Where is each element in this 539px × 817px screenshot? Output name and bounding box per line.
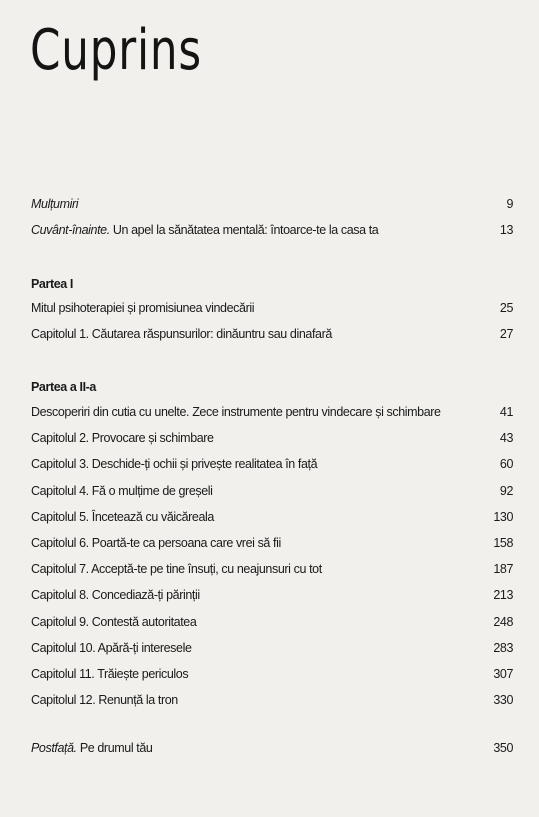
- entry-page-number: 60: [499, 457, 513, 472]
- entry-label: Capitolul 12. Renunță la tron: [31, 693, 178, 708]
- entry-label: Capitolul 5. Încetează cu văicăreala: [31, 509, 214, 524]
- entry-page-number: 43: [499, 431, 513, 446]
- toc-entry[interactable]: [31, 327, 513, 341]
- toc-entry[interactable]: [31, 588, 513, 602]
- part-heading: Partea I: [31, 277, 73, 291]
- entry-label: Capitolul 4. Fă o mulțime de greșeli: [31, 483, 213, 498]
- entry-page-number: 13: [499, 223, 513, 237]
- entry-label: Capitolul 9. Contestă autoritatea: [31, 614, 197, 629]
- entry-page-number: 158: [493, 536, 513, 550]
- entry-page-number: 9: [506, 197, 513, 211]
- toc-entry[interactable]: [31, 457, 513, 471]
- entry-label: Descoperiri din cutia cu unelte. Zece instrumente pentru vindecare și schimbare: [31, 405, 441, 419]
- entry-page-number: 25: [499, 301, 513, 315]
- entry-page-number: 187: [493, 562, 513, 577]
- entry-label: Postfață. Pe drumul tău: [31, 741, 153, 755]
- entry-page-number: 130: [493, 509, 513, 524]
- entry-label: Capitolul 8. Concediază-ți părinții: [31, 588, 200, 603]
- entry-label: Mulțumiri: [31, 197, 79, 211]
- entry-label: Capitolul 2. Provocare și schimbare: [31, 431, 214, 446]
- entry-label: Capitolul 10. Apără-ți interesele: [31, 640, 192, 655]
- entry-page-number: 330: [493, 693, 513, 708]
- toc-entry[interactable]: [31, 510, 513, 524]
- toc-entry-foreword[interactable]: [31, 223, 513, 237]
- entry-page-number: 27: [499, 327, 513, 341]
- toc-entry-afterword[interactable]: [31, 741, 513, 755]
- toc-entry-acknowledgements[interactable]: [31, 197, 513, 211]
- entry-page-number: 307: [493, 667, 513, 681]
- toc-entry[interactable]: [31, 615, 513, 629]
- toc-entry[interactable]: [31, 641, 513, 655]
- entry-label: Cuvânt-înainte. Un apel la sănătatea mentală: întoarce-te la casa ta: [31, 223, 379, 237]
- page-title: Cuprins: [30, 18, 202, 83]
- entry-label: Capitolul 6. Poartă-te ca persoana care vrei să fii: [31, 536, 281, 550]
- entry-page-number: 92: [499, 483, 513, 498]
- toc-entry[interactable]: [31, 562, 513, 576]
- entry-page-number: 213: [493, 588, 513, 603]
- entry-page-number: 41: [499, 405, 513, 419]
- entry-page-number: 248: [493, 614, 513, 629]
- toc-entry[interactable]: [31, 693, 513, 707]
- entry-label: Capitolul 7. Acceptă-te pe tine însuți, cu neajunsuri cu tot: [31, 562, 322, 577]
- entry-label: Capitolul 3. Deschide-ți ochii și privește realitatea în față: [31, 457, 318, 472]
- entry-label: Mitul psihoterapiei și promisiunea vindecării: [31, 301, 255, 315]
- toc-entry[interactable]: [31, 431, 513, 445]
- entry-label: Capitolul 1. Căutarea răspunsurilor: dinăuntru sau dinafară: [31, 327, 332, 341]
- toc-entry[interactable]: [31, 667, 513, 681]
- toc-entry[interactable]: [31, 536, 513, 550]
- toc-entry[interactable]: [31, 301, 513, 315]
- entry-page-number: 350: [493, 741, 513, 755]
- entry-label: Capitolul 11. Trăiește periculos: [31, 667, 189, 681]
- part-heading: Partea a II-a: [31, 380, 96, 394]
- toc-entry[interactable]: [31, 484, 513, 498]
- toc-entry[interactable]: [31, 405, 513, 419]
- entry-page-number: 283: [493, 640, 513, 655]
